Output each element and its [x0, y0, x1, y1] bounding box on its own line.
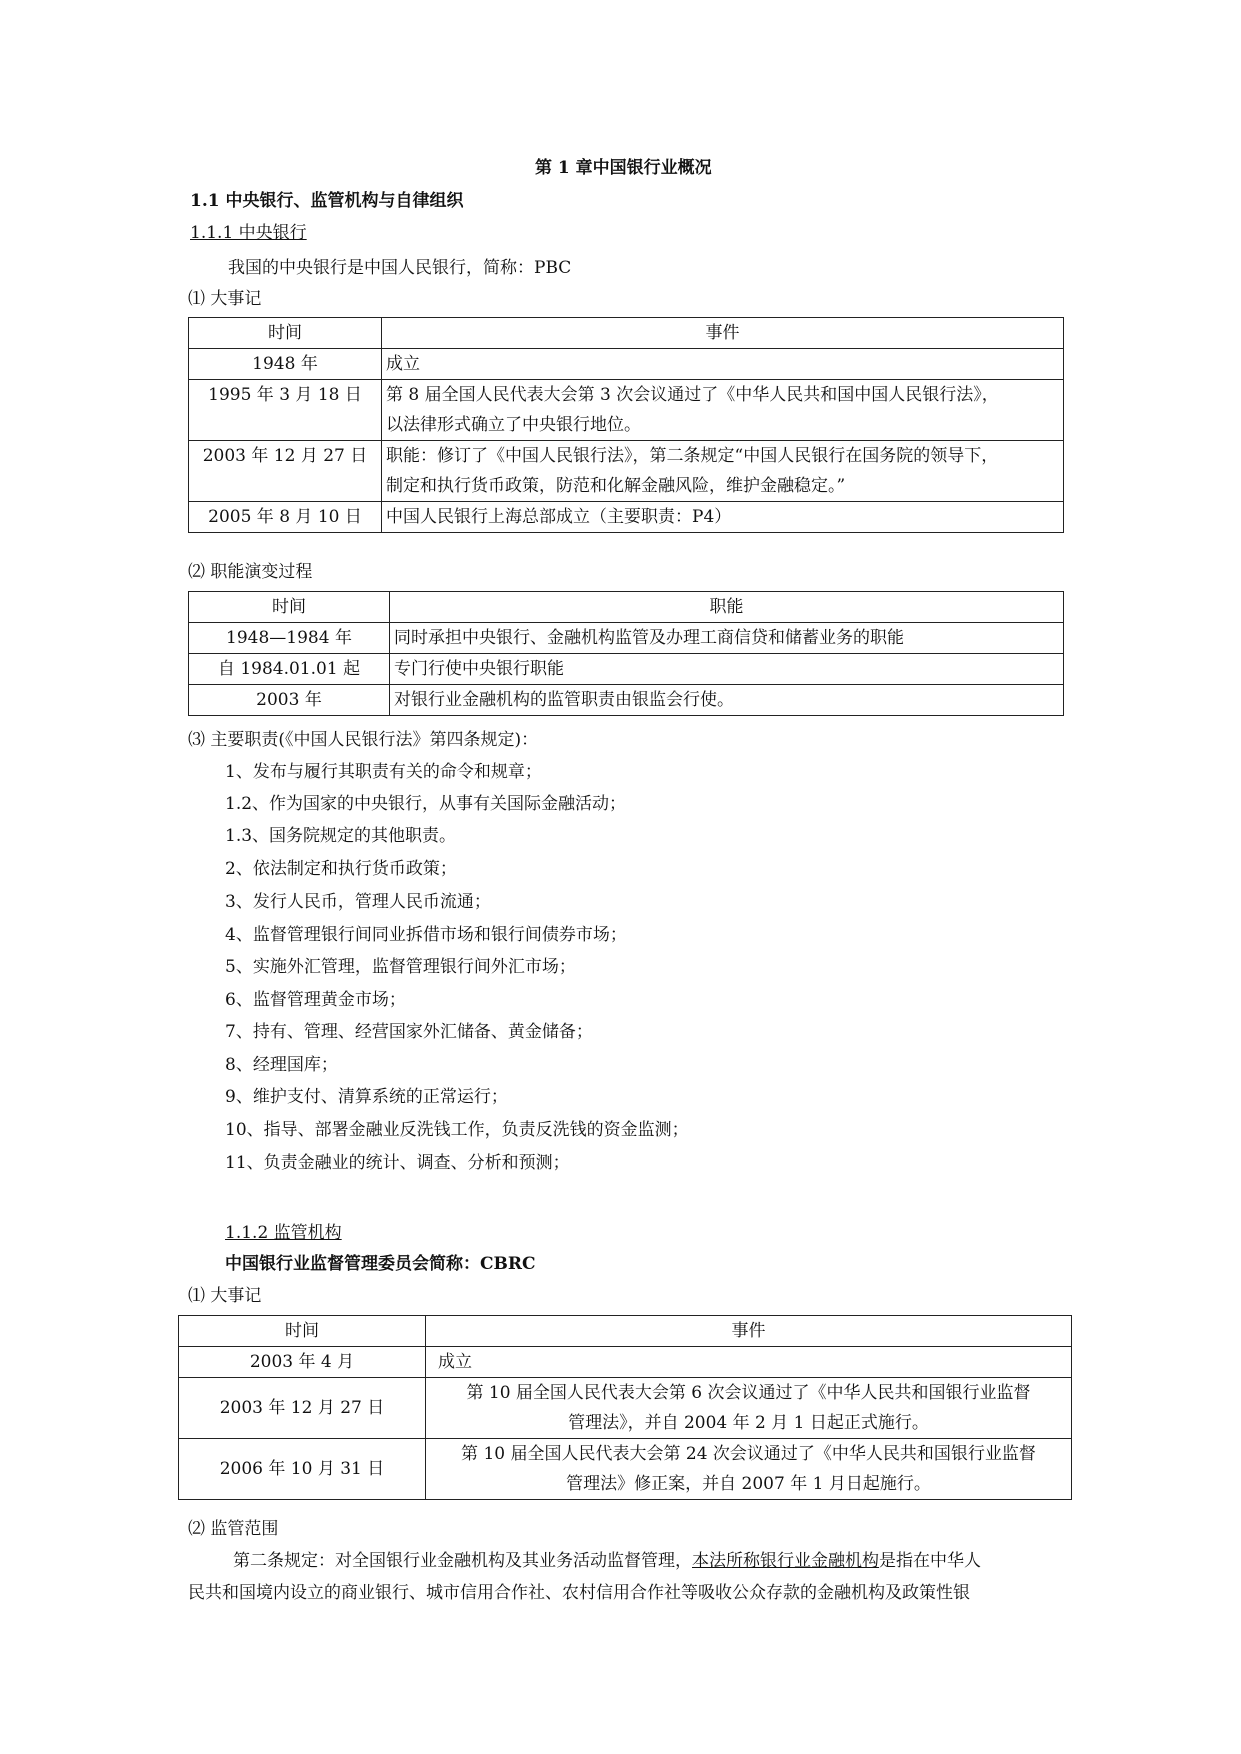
table-header-cell: 时间	[189, 592, 390, 623]
event-line: 第 10 届全国人民代表大会第 6 次会议通过了《中华人民共和国银行业监督	[466, 1383, 1031, 1403]
subsection-heading-central-bank: 1.1.1 中央银行	[190, 223, 307, 243]
list-item: 7、持有、管理、经营国家外汇储备、黄金储备；	[225, 1022, 593, 1042]
subsection-heading-regulator: 1.1.2 监管机构	[225, 1223, 342, 1243]
table-row	[189, 380, 1064, 441]
table-cell-function: 对银行业金融机构的监管职责由银监会行使。	[390, 685, 1064, 716]
table-row	[189, 441, 1064, 502]
table-cell-time: 2003 年	[189, 685, 390, 716]
scope-caption: ⑵ 监管范围	[188, 1519, 279, 1539]
event-line: 职能：修订了《中国人民银行法》，第二条规定“中国人民银行在国务院的领导下，	[386, 446, 999, 466]
table-cell-event	[426, 1439, 1072, 1500]
list-item: 1.2、作为国家的中央银行，从事有关国际金融活动；	[225, 794, 627, 814]
regulator-intro: 中国银行业监督管理委员会简称：CBRC	[225, 1254, 536, 1274]
scope-paragraph-line2: 民共和国境内设立的商业银行、城市信用合作社、农村信用合作社等吸收公众存款的金融机构及政策性银	[188, 1583, 970, 1603]
section-title: 1.1 中央银行、监管机构与自律组织	[190, 191, 464, 211]
table-cell-time: 2003 年 12 月 27 日	[189, 441, 382, 502]
table-row	[179, 1347, 1072, 1378]
table-cell-event	[382, 380, 1064, 441]
event-line: 第 8 届全国人民代表大会第 3 次会议通过了《中华人民共和国中国人民银行法》，	[386, 385, 999, 405]
event-line: 管理法》，并自 2004 年 2 月 1 日起正式施行。	[568, 1413, 929, 1433]
table-cell-time: 2003 年 12 月 27 日	[179, 1378, 426, 1439]
table-cell-event: 成立	[426, 1347, 1072, 1378]
list-item: 9、维护支付、清算系统的正常运行；	[225, 1087, 508, 1107]
list-item: 3、发行人民币，管理人民币流通；	[225, 892, 491, 912]
table-cell-event: 中国人民银行上海总部成立（主要职责：P4）	[382, 502, 1064, 533]
event-line: 第 10 届全国人民代表大会第 24 次会议通过了《中华人民共和国银行业监督	[461, 1444, 1036, 1464]
table-row	[189, 685, 1064, 716]
duties-caption: ⑶ 主要职责(《中国人民银行法》第四条规定)：	[188, 730, 539, 750]
cbrc-events-table	[178, 1315, 1072, 1500]
table-cell-time: 自 1984.01.01 起	[189, 654, 390, 685]
scope-paragraph-line1	[233, 1550, 981, 1572]
list-item: 4、监督管理银行间同业拆借市场和银行间债券市场；	[225, 925, 627, 945]
table-cell-event	[382, 441, 1064, 502]
pbc-functions-table	[188, 591, 1064, 716]
list-item: 8、经理国库；	[225, 1055, 338, 1075]
scope-text: 是指在中华人	[879, 1551, 981, 1571]
table1-caption: ⑴ 大事记	[188, 289, 262, 309]
table-cell-time: 2006 年 10 月 31 日	[179, 1439, 426, 1500]
table-row	[179, 1378, 1072, 1439]
list-item: 1、发布与履行其职责有关的命令和规章；	[225, 762, 542, 782]
event-line: 以法律形式确立了中央银行地位。	[386, 415, 641, 435]
table-cell-function: 同时承担中央银行、金融机构监管及办理工商信贷和储蓄业务的职能	[390, 623, 1064, 654]
list-item: 11、负责金融业的统计、调查、分析和预测；	[225, 1153, 570, 1173]
table-header-cell: 时间	[179, 1316, 426, 1347]
table-header-cell: 事件	[426, 1316, 1072, 1347]
table-cell-time: 2005 年 8 月 10 日	[189, 502, 382, 533]
table3-caption: ⑴ 大事记	[188, 1286, 262, 1306]
table-header-cell: 时间	[189, 318, 382, 349]
table-row	[189, 349, 1064, 380]
chapter-title: 第 1 章中国银行业概况	[535, 158, 712, 178]
scope-text: 第二条规定：对全国银行业金融机构及其业务活动监督管理，	[233, 1551, 692, 1571]
table-row	[179, 1439, 1072, 1500]
scope-underlined-term: 本法所称银行业金融机构	[692, 1551, 879, 1571]
table-cell-event	[426, 1378, 1072, 1439]
central-bank-intro: 我国的中央银行是中国人民银行，简称：PBC	[228, 258, 572, 278]
table-cell-function: 专门行使中央银行职能	[390, 654, 1064, 685]
table-row	[189, 654, 1064, 685]
table-cell-time: 1948 年	[189, 349, 382, 380]
table-row	[189, 502, 1064, 533]
table-cell-time: 2003 年 4 月	[179, 1347, 426, 1378]
table-header-row	[189, 592, 1064, 623]
event-line: 管理法》修正案，并自 2007 年 1 月日起施行。	[566, 1474, 931, 1494]
table-cell-event: 成立	[382, 349, 1064, 380]
pbc-events-table	[188, 317, 1064, 533]
list-item: 10、指导、部署金融业反洗钱工作，负责反洗钱的资金监测；	[225, 1120, 689, 1140]
list-item: 1.3、国务院规定的其他职责。	[225, 826, 457, 846]
list-item: 6、监督管理黄金市场；	[225, 990, 406, 1010]
table-header-cell: 事件	[382, 318, 1064, 349]
list-item: 5、实施外汇管理，监督管理银行间外汇市场；	[225, 957, 576, 977]
list-item: 2、依法制定和执行货币政策；	[225, 859, 457, 879]
table-row	[189, 623, 1064, 654]
table-cell-time: 1995 年 3 月 18 日	[189, 380, 382, 441]
event-line: 制定和执行货币政策，防范和化解金融风险，维护金融稳定。”	[386, 476, 846, 496]
table-cell-time: 1948—1984 年	[189, 623, 390, 654]
table-header-row	[179, 1316, 1072, 1347]
table-header-row	[189, 318, 1064, 349]
table-header-cell: 职能	[390, 592, 1064, 623]
table2-caption: ⑵ 职能演变过程	[188, 562, 313, 582]
